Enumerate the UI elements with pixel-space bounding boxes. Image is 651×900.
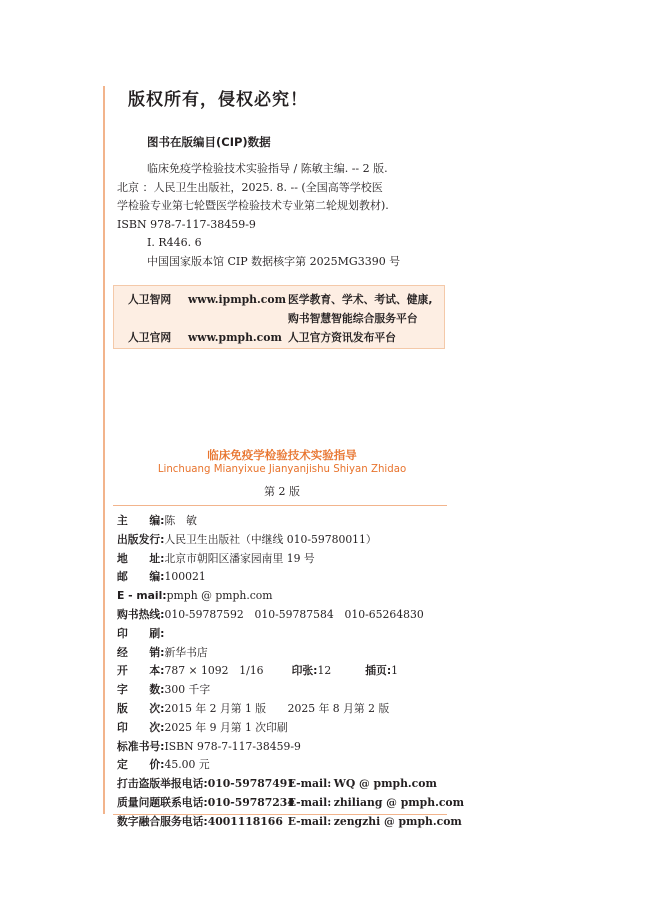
detail-address: 地 址:北京市朝阳区潘家园南里 19 号	[117, 551, 315, 565]
divider-line	[113, 505, 447, 506]
detail-printing: 印 次:2025 年 9 月第 1 次印刷	[117, 720, 288, 734]
website-url-link[interactable]: www.ipmph.com	[188, 293, 286, 306]
email-link[interactable]: zhiliang @ pmph.com	[333, 795, 465, 809]
left-accent-bar	[103, 86, 105, 814]
website-desc: 人卫官方资讯发布平台	[288, 331, 396, 344]
website-info-box	[113, 285, 445, 349]
cip-line-record: 中国国家版本馆 CIP 数据核字第 2025MG3390 号	[147, 254, 401, 268]
detail-edition: 版 次:2015 年 2 月第 1 版 2025 年 8 月第 2 版	[117, 701, 390, 715]
detail-digital-contact: 数字融合服务电话:4001118166 E-mail: zengzhi @ pmph.com	[117, 813, 447, 832]
detail-hotline: 购书热线:010-59787592 010-59787584 010-65264830	[117, 607, 424, 621]
cip-line-classification: Ⅰ. R446. 6	[147, 236, 202, 250]
cip-line-publisher: 北京 ：人民卫生出版社，2025. 8. -- (全国高等学校医	[117, 180, 383, 194]
detail-publisher: 出版发行:人民卫生出版社（中继线 010-59780011）	[117, 532, 377, 546]
website-row-pmph	[128, 330, 396, 345]
website-name: 人卫智网	[128, 293, 172, 306]
website-row-ipmph-cont	[288, 311, 418, 326]
detail-price: 定 价:45.00 元	[117, 758, 210, 772]
bottom-divider-line	[113, 814, 447, 815]
email-link[interactable]: pmph @ pmph.com	[166, 589, 273, 603]
detail-distributor: 经 销:新华书店	[117, 645, 208, 659]
book-edition: 第 2 版	[264, 485, 300, 498]
website-row-ipmph	[128, 292, 432, 307]
cip-line-title: 临床免疫学检验技术实验指导 / 陈敏主编. -- 2 版.	[147, 162, 388, 175]
email-link[interactable]: WQ @ pmph.com	[333, 777, 437, 791]
detail-format: 开 本:787 × 1092 1/16 印张:12 插页:1	[117, 664, 399, 678]
website-desc: 医学教育、学术、考试、健康,	[288, 293, 433, 306]
cip-line-series: 学检验专业第七轮暨医学检验技术专业第二轮规划教材).	[117, 199, 389, 213]
cip-data-block	[117, 160, 447, 272]
publication-details	[117, 512, 465, 832]
email-link[interactable]: zengzhi @ pmph.com	[333, 814, 462, 828]
detail-email: E - mail:pmph @ pmph.com	[117, 587, 447, 606]
detail-editor: 主 编:陈 敏	[117, 514, 197, 527]
detail-word-count: 字 数:300 千字	[117, 683, 211, 697]
website-url-link[interactable]: www.pmph.com	[188, 331, 282, 344]
website-desc-cont: 购书智慧智能综合服务平台	[288, 312, 418, 325]
detail-isbn: 标准书号:ISBN 978-7-117-38459-9	[117, 739, 301, 753]
detail-printer: 印 刷:	[117, 626, 165, 640]
cip-line-isbn: ISBN 978-7-117-38459-9	[117, 217, 256, 231]
copyright-notice: 版权所有，侵权必究！	[128, 90, 308, 110]
website-name: 人卫官网	[128, 331, 172, 344]
cip-heading: 图书在版编目(CIP)数据	[147, 135, 271, 149]
detail-postcode: 邮 编:100021	[117, 570, 206, 584]
detail-piracy-contact: 打击盗版举报电话:010-59787491E-mail: WQ @ pmph.com	[117, 775, 447, 794]
detail-quality-contact: 质量问题联系电话:010-59787234E-mail: zhiliang @ pmph.com	[117, 794, 447, 813]
book-title: 临床免疫学检验技术实验指导	[207, 448, 357, 462]
book-title-pinyin: Linchuang Mianyixue Jianyanjishu Shiyan Zhidao	[157, 464, 407, 475]
